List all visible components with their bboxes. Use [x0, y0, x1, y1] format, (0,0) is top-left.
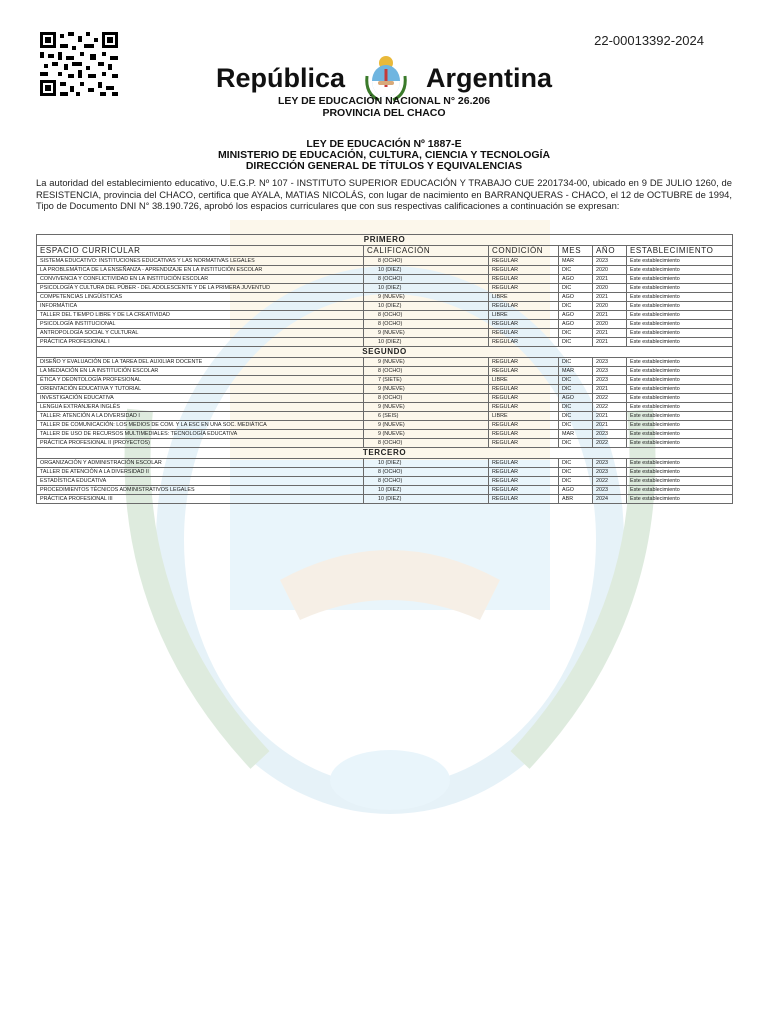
direction: DIRECCIÓN GENERAL DE TÍTULOS Y EQUIVALENCIAS [245, 160, 523, 172]
grade-cell: 10 (DIEZ) [364, 338, 489, 347]
table-row [37, 385, 733, 394]
table-row [37, 376, 733, 385]
institution-cell: Este establecimiento [627, 275, 733, 284]
month-cell: AGO [559, 275, 593, 284]
subject-cell: INFORMÁTICA [37, 302, 364, 311]
institution-cell: Este establecimiento [627, 284, 733, 293]
institution-cell: Este establecimiento [627, 421, 733, 430]
section-row [37, 235, 733, 246]
subject-cell: ÉTICA Y DEONTOLOGÍA PROFESIONAL [37, 376, 364, 385]
institution-cell: Este establecimiento [627, 338, 733, 347]
column-header: ESTABLECIMIENTO [627, 246, 733, 257]
month-cell: DIC [559, 403, 593, 412]
year-cell: 2021 [593, 412, 627, 421]
condition-cell: LIBRE [489, 311, 559, 320]
month-cell: DIC [559, 329, 593, 338]
institution-cell: Este establecimiento [627, 385, 733, 394]
subject-cell: ORIENTACIÓN EDUCATIVA Y TUTORIAL [37, 385, 364, 394]
column-header: CONDICIÓN [489, 246, 559, 257]
grade-cell: 9 (NUEVE) [364, 358, 489, 367]
year-cell: 2021 [593, 311, 627, 320]
subject-cell: PSICOLOGÍA Y CULTURA DEL PÚBER - DEL ADOLESCENTE Y DE LA PRIMERA JUVENTUD [37, 284, 364, 293]
subject-cell: COMPETENCIAS LINGÜÍSTICAS [37, 293, 364, 302]
grade-cell: 9 (NUEVE) [364, 430, 489, 439]
subject-cell: ORGANIZACIÓN Y ADMINISTRACIÓN ESCOLAR [37, 459, 364, 468]
institution-cell: Este establecimiento [627, 459, 733, 468]
month-cell: DIC [559, 385, 593, 394]
grade-cell: 10 (DIEZ) [364, 266, 489, 275]
grade-cell: 6 (SEIS) [364, 412, 489, 421]
month-cell: DIC [559, 338, 593, 347]
year-cell: 2020 [593, 302, 627, 311]
institution-cell: Este establecimiento [627, 403, 733, 412]
grade-cell: 10 (DIEZ) [364, 459, 489, 468]
column-header: ESPACIO CURRICULAR [37, 246, 364, 257]
condition-cell: LIBRE [489, 293, 559, 302]
month-cell: DIC [559, 421, 593, 430]
certification-text: La autoridad del establecimiento educativo, U.E.G.P. Nº 107 - INSTITUTO SUPERIOR EDUCACIÓN Y TRABAJO CUE 2201734-00, ubicado en 9 DE JULIO 1260, de RESISTENCIA, provincia del CHACO, certifica que AYALA, MATIAS NICOLÁS, con lugar de nacimiento en BARRANQUERAS - CHACO, el 12 de OCTUBRE de 1994, Tipo de Documento DNI N° 38.190.726, aprobó los espacios curriculares que con sus respectivas calificaciones a continuación se expresan: [36, 177, 732, 212]
subject-cell: CONVIVENCIA Y CONFLICTIVIDAD EN LA INSTITUCIÓN ESCOLAR [37, 275, 364, 284]
institution-cell: Este establecimiento [627, 257, 733, 266]
subject-cell: ESTADÍSTICA EDUCATIVA [37, 477, 364, 486]
table-row [37, 257, 733, 266]
grade-cell: 9 (NUEVE) [364, 403, 489, 412]
table-row [37, 412, 733, 421]
year-cell: 2021 [593, 275, 627, 284]
subject-cell: TALLER DEL TIEMPO LIBRE Y DE LA CREATIVIDAD [37, 311, 364, 320]
grade-cell: 8 (OCHO) [364, 275, 489, 284]
condition-cell: REGULAR [489, 439, 559, 448]
grade-cell: 8 (OCHO) [364, 311, 489, 320]
subject-cell: ANTROPOLOGÍA SOCIAL Y CULTURAL [37, 329, 364, 338]
year-cell: 2020 [593, 266, 627, 275]
grades-table [36, 234, 733, 504]
year-cell: 2022 [593, 439, 627, 448]
year-cell: 2020 [593, 284, 627, 293]
month-cell: DIC [559, 302, 593, 311]
table-row [37, 275, 733, 284]
subject-cell: PRÁCTICA PROFESIONAL II (PROYECTOS) [37, 439, 364, 448]
month-cell: MAR [559, 430, 593, 439]
table-row [37, 338, 733, 347]
condition-cell: REGULAR [489, 486, 559, 495]
month-cell: DIC [559, 412, 593, 421]
condition-cell: LIBRE [489, 412, 559, 421]
subject-cell: PRÁCTICA PROFESIONAL I [37, 338, 364, 347]
subject-cell: TALLER DE ATENCIÓN A LA DIVERSIDAD II [37, 468, 364, 477]
subject-cell: TALLER DE COMUNICACIÓN: LOS MEDIOS DE COM. Y LA ESC EN UNA SOC. MEDIÁTICA [37, 421, 364, 430]
month-cell: AGO [559, 394, 593, 403]
section-title: TERCERO [37, 448, 733, 459]
grade-cell: 8 (OCHO) [364, 477, 489, 486]
column-header: MES [559, 246, 593, 257]
table-row [37, 421, 733, 430]
table-row [37, 477, 733, 486]
table-row [37, 486, 733, 495]
table-row [37, 293, 733, 302]
month-cell: AGO [559, 320, 593, 329]
month-cell: DIC [559, 284, 593, 293]
month-cell: DIC [559, 477, 593, 486]
institution-cell: Este establecimiento [627, 394, 733, 403]
column-header: CALIFICACIÓN [364, 246, 489, 257]
institution-cell: Este establecimiento [627, 266, 733, 275]
month-cell: DIC [559, 266, 593, 275]
ministry: MINISTERIO DE EDUCACIÓN, CULTURA, CIENCIA Y TECNOLOGÍA [217, 149, 551, 161]
institution-cell: Este establecimiento [627, 329, 733, 338]
subject-cell: TALLER: ATENCIÓN A LA DIVERSIDAD I [37, 412, 364, 421]
month-cell: DIC [559, 459, 593, 468]
month-cell: DIC [559, 358, 593, 367]
table-row [37, 403, 733, 412]
table-row [37, 329, 733, 338]
year-cell: 2024 [593, 495, 627, 504]
table-row [37, 367, 733, 376]
year-cell: 2023 [593, 358, 627, 367]
year-cell: 2022 [593, 394, 627, 403]
law-provincial: LEY DE EDUCACIÓN Nº 1887-E [306, 138, 462, 150]
subject-cell: INVESTIGACIÓN EDUCATIVA [37, 394, 364, 403]
grade-cell: 10 (DIEZ) [364, 284, 489, 293]
condition-cell: REGULAR [489, 477, 559, 486]
year-cell: 2023 [593, 376, 627, 385]
law-national: LEY DE EDUCACIÓN NACIONAL N° 26.206 [277, 95, 491, 107]
document-code: 22-00013392-2024 [594, 33, 704, 48]
condition-cell: REGULAR [489, 284, 559, 293]
year-cell: 2022 [593, 403, 627, 412]
institution-cell: Este establecimiento [627, 302, 733, 311]
title-left: República [215, 62, 345, 93]
condition-cell: REGULAR [489, 358, 559, 367]
grade-cell: 10 (DIEZ) [364, 486, 489, 495]
institution-cell: Este establecimiento [627, 495, 733, 504]
condition-cell: REGULAR [489, 385, 559, 394]
grade-cell: 8 (OCHO) [364, 320, 489, 329]
title-right: Argentina [426, 62, 553, 93]
grade-cell: 10 (DIEZ) [364, 302, 489, 311]
grade-cell: 8 (OCHO) [364, 394, 489, 403]
institution-cell: Este establecimiento [627, 439, 733, 448]
month-cell: AGO [559, 486, 593, 495]
month-cell: AGO [559, 293, 593, 302]
month-cell: AGO [559, 311, 593, 320]
condition-cell: REGULAR [489, 459, 559, 468]
subject-cell: LA MEDIACIÓN EN LA INSTITUCIÓN ESCOLAR [37, 367, 364, 376]
table-row [37, 468, 733, 477]
grade-cell: 9 (NUEVE) [364, 329, 489, 338]
section-row [37, 448, 733, 459]
condition-cell: REGULAR [489, 329, 559, 338]
table-row [37, 266, 733, 275]
institution-cell: Este establecimiento [627, 477, 733, 486]
subject-cell: PROCEDIMIENTOS TÉCNICOS ADMINISTRATIVOS LEGALES [37, 486, 364, 495]
subject-cell: LENGUA EXTRANJERA INGLÉS [37, 403, 364, 412]
section-title: PRIMERO [37, 235, 733, 246]
table-row [37, 394, 733, 403]
grade-cell: 10 (DIEZ) [364, 495, 489, 504]
table-row [37, 284, 733, 293]
institution-cell: Este establecimiento [627, 293, 733, 302]
column-header: AÑO [593, 246, 627, 257]
table-row [37, 311, 733, 320]
grade-cell: 9 (NUEVE) [364, 385, 489, 394]
condition-cell: REGULAR [489, 403, 559, 412]
year-cell: 2023 [593, 257, 627, 266]
subject-cell: SISTEMA EDUCATIVO: INSTITUCIONES EDUCATIVAS Y LAS NORMATIVAS LEGALES [37, 257, 364, 266]
grade-cell: 8 (OCHO) [364, 367, 489, 376]
institution-cell: Este establecimiento [627, 430, 733, 439]
subject-cell: TALLER DE USO DE RECURSOS MULTIMEDIALES: TECNOLOGÍA EDUCATIVA [37, 430, 364, 439]
condition-cell: REGULAR [489, 275, 559, 284]
grade-cell: 9 (NUEVE) [364, 421, 489, 430]
table-row [37, 430, 733, 439]
year-cell: 2023 [593, 468, 627, 477]
condition-cell: REGULAR [489, 468, 559, 477]
province: PROVINCIA DEL CHACO [322, 107, 446, 119]
grade-cell: 7 (SIETE) [364, 376, 489, 385]
year-cell: 2021 [593, 421, 627, 430]
condition-cell: REGULAR [489, 302, 559, 311]
condition-cell: REGULAR [489, 430, 559, 439]
condition-cell: REGULAR [489, 394, 559, 403]
condition-cell: REGULAR [489, 367, 559, 376]
year-cell: 2020 [593, 320, 627, 329]
year-cell: 2023 [593, 367, 627, 376]
condition-cell: REGULAR [489, 257, 559, 266]
month-cell: DIC [559, 376, 593, 385]
month-cell: MAR [559, 367, 593, 376]
table-row [37, 459, 733, 468]
subject-cell: PSICOLOGÍA INSTITUCIONAL [37, 320, 364, 329]
condition-cell: REGULAR [489, 338, 559, 347]
year-cell: 2023 [593, 430, 627, 439]
section-row [37, 347, 733, 358]
year-cell: 2021 [593, 329, 627, 338]
subject-cell: PRÁCTICA PROFESIONAL III [37, 495, 364, 504]
condition-cell: REGULAR [489, 266, 559, 275]
table-row [37, 320, 733, 329]
institution-cell: Este establecimiento [627, 311, 733, 320]
table-row [37, 358, 733, 367]
condition-cell: REGULAR [489, 495, 559, 504]
institution-cell: Este establecimiento [627, 486, 733, 495]
month-cell: MAR [559, 257, 593, 266]
condition-cell: REGULAR [489, 421, 559, 430]
table-row [37, 439, 733, 448]
grade-cell: 8 (OCHO) [364, 439, 489, 448]
condition-cell: REGULAR [489, 320, 559, 329]
year-cell: 2022 [593, 477, 627, 486]
subject-cell: DISEÑO Y EVALUACIÓN DE LA TAREA DEL AUXILIAR DOCENTE [37, 358, 364, 367]
institution-cell: Este establecimiento [627, 468, 733, 477]
year-cell: 2023 [593, 486, 627, 495]
institution-cell: Este establecimiento [627, 376, 733, 385]
section-title: SEGUNDO [37, 347, 733, 358]
month-cell: ABR [559, 495, 593, 504]
institution-cell: Este establecimiento [627, 367, 733, 376]
year-cell: 2023 [593, 459, 627, 468]
month-cell: DIC [559, 439, 593, 448]
grade-cell: 9 (NUEVE) [364, 293, 489, 302]
institution-cell: Este establecimiento [627, 412, 733, 421]
subject-cell: LA PROBLEMÁTICA DE LA ENSEÑANZA - APRENDIZAJE EN LA INSTITUCIÓN ESCOLAR [37, 266, 364, 275]
year-cell: 2021 [593, 293, 627, 302]
table-row [37, 302, 733, 311]
institution-cell: Este establecimiento [627, 358, 733, 367]
table-row [37, 495, 733, 504]
year-cell: 2021 [593, 338, 627, 347]
grade-cell: 8 (OCHO) [364, 257, 489, 266]
month-cell: DIC [559, 468, 593, 477]
grade-cell: 8 (OCHO) [364, 468, 489, 477]
institution-cell: Este establecimiento [627, 320, 733, 329]
condition-cell: LIBRE [489, 376, 559, 385]
header-row [37, 246, 733, 257]
year-cell: 2021 [593, 385, 627, 394]
